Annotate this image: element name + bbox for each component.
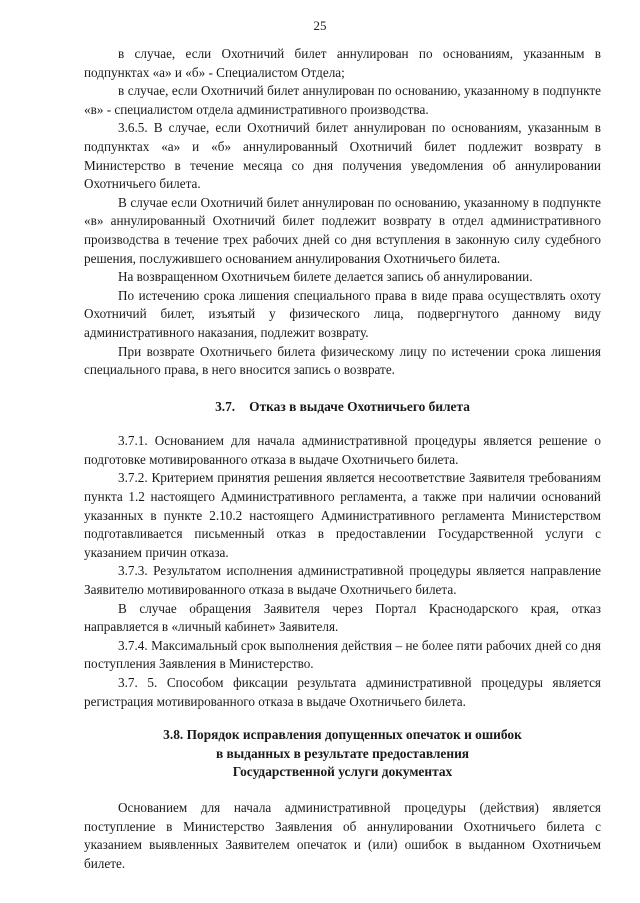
section-title: Отказ в выдаче Охотничьего билета	[249, 398, 470, 414]
paragraph: В случае если Охотничий билет аннулирован по основанию, указанному в подпункте «в» аннулированный Охотничий билет подлежит возврату в отдел административного производства в течение трех рабочих дней со дня вступления в законную силу судебного решения, послужившего основанием аннулирования Охотничьего билета.	[84, 194, 601, 266]
paragraph: Основанием для начала административной процедуры (действия) является поступление в Министерство Заявления об аннулировании Охотничьего билета с указанием выявленных Заявителем опечаток и (или) ошибок в выданном Охотничьем билете.	[84, 799, 601, 871]
paragraph: На возвращенном Охотничьем билете делается запись об аннулировании.	[118, 269, 533, 285]
paragraph: При возврате Охотничьего билета физическому лицу по истечении срока лишения специального права, в него вносится запись о возврате.	[84, 343, 601, 378]
paragraph: В случае обращения Заявителя через Портал Краснодарского края, отказ направляется в «личный кабинет» Заявителя.	[84, 600, 601, 635]
paragraph: 3.6.5. В случае, если Охотничий билет аннулирован по основаниям, указанным в подпунктах «а» и «б» аннулированный Охотничий билет подлежит возврату в Министерство в течение месяца со дня получения уведомления об аннулировании Охотничьего билета.	[84, 120, 601, 192]
paragraph: в случае, если Охотничий билет аннулирован по основаниям, указанным в подпунктах «а» и «б» - Специалистом Отдела;	[84, 46, 601, 80]
paragraph: 3.7.1. Основанием для начала административной процедуры является решение о подготовке мотивированного отказа в выдаче Охотничьего билета.	[84, 433, 601, 467]
section-number: 3.7.	[215, 398, 236, 414]
paragraph: По истечению срока лишения специального права в виде права осуществлять охоту Охотничий билет, изъятый у физического лица, подвергнутого данному виду административного наказания, подлежит возврату.	[84, 287, 601, 340]
paragraph: в случае, если Охотничий билет аннулирован по основанию, указанному в подпункте «в» - специалистом отдела административного производства.	[84, 83, 601, 117]
paragraph: 3.7.2. Критерием принятия решения является несоответствие Заявителя требованиям пункта 1.2 настоящего Административного регламента, а также при наличии оснований указанных в пункте 2.10.2 настоящего Административного регламента Министерством подготавливается письменный отказ в предоставлении Государственной услуги с указанием причин отказа.	[84, 470, 601, 560]
section-title-line: Государственной услуги документах	[232, 764, 453, 780]
section-heading-3-7	[84, 398, 601, 417]
section-title-line: в выданных в результате предоставления	[215, 745, 470, 761]
paragraph: 3.7.4. Максимальный срок выполнения действия – не более пяти рабочих дней со дня поступления Заявления в Министерство.	[84, 637, 601, 672]
paragraph: 3.7.3. Результатом исполнения административной процедуры является направление Заявителю мотивированного отказа в выдаче Охотничьего билета.	[84, 563, 601, 598]
section-title-line: 3.8. Порядок исправления допущенных опечаток и ошибок	[163, 727, 522, 743]
page-number: 25	[313, 18, 327, 33]
section-heading-3-8	[84, 726, 601, 782]
paragraph: 3.7. 5. Способом фиксации результата административной процедуры является регистрация мотивированного отказа в выдаче Охотничьего билета.	[84, 675, 601, 709]
document-body	[84, 45, 601, 873]
